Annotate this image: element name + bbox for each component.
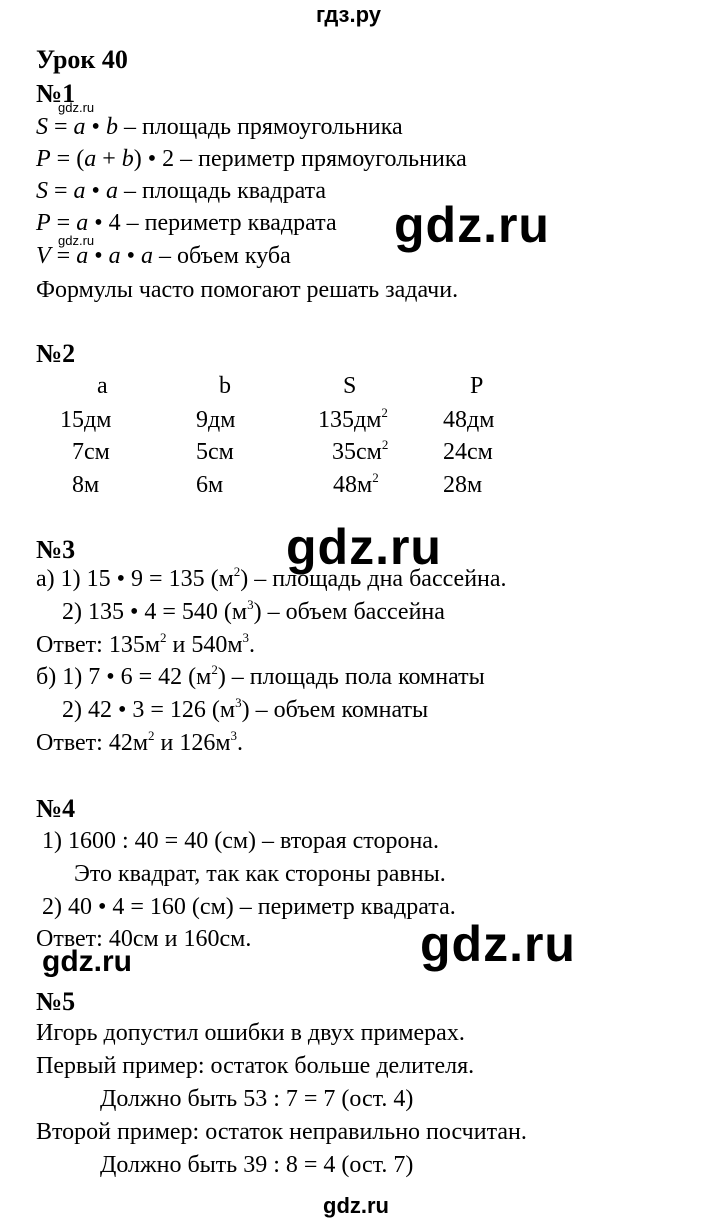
watermark-gdz-1: gdz.ru: [394, 197, 550, 253]
formula-square-area: S = a • a – площадь квадрата: [36, 178, 327, 204]
exercise-3-a-line-2: 2) 135 • 4 = 540 $(м^3)$ – объем бассейна: [62, 597, 445, 625]
table-cell: 15дм: [60, 407, 112, 433]
table-cell: 8м: [72, 472, 100, 498]
exercise-3-answer-2: Ответ: $42м^2$ и $126м^3$.: [36, 728, 244, 756]
exercise-5-line-2: Первый пример: остаток больше делителя.: [36, 1053, 475, 1079]
table-cell: 6м: [196, 472, 224, 498]
table-header-b: b: [219, 373, 231, 399]
table-cell: 9дм: [196, 407, 236, 433]
table-cell: $48м^2$: [333, 470, 379, 498]
exercise-3-answer-1: Ответ: $135м^2$ и $540м^3$.: [36, 630, 256, 658]
exercise-4-line-3: 2) 40 • 4 = 160 (см) – периметр квадрата.: [42, 894, 456, 920]
exercise-5-line-3: Должно быть 53 : 7 = 7 (ост. 4): [100, 1086, 414, 1112]
exercise-4-line-1: 1) 1600 : 40 = 40 (см) – вторая сторона.: [42, 828, 439, 854]
formula-rect-area: S = a • b – площадь прямоугольника: [36, 114, 403, 140]
table-header-p: P: [470, 373, 484, 399]
watermark-small-1: gdz.ru: [58, 100, 95, 115]
table-header-a: a: [97, 373, 108, 399]
table-header-s: S: [343, 373, 357, 399]
exercise-1-conclusion: Формулы часто помогают решать задачи.: [36, 277, 459, 303]
watermark-gdz-2: gdz.ru: [286, 519, 442, 575]
table-cell: 48дм: [443, 407, 495, 433]
lesson-title: Урок 40: [36, 45, 128, 74]
site-header: гдз.ру: [316, 2, 381, 27]
watermark-gdz-4: gdz.ru: [42, 945, 132, 978]
exercise-4-heading: №4: [36, 794, 76, 823]
exercise-1-heading: №1: [36, 79, 76, 108]
table-cell: 5см: [196, 439, 234, 465]
watermark-gdz-3: gdz.ru: [420, 916, 576, 972]
footer-site: gdz.ru: [323, 1193, 389, 1218]
exercise-3-heading: №3: [36, 535, 76, 564]
exercise-3-b-line-2: 2) 42 • 3 = 126 $(м^3)$ – объем комнаты: [62, 695, 429, 723]
table-cell: $135дм^2$: [318, 405, 388, 433]
exercise-3-a-line-1: а) 1) 15 • 9 = 135 $(м^2)$ – площадь дна бассейна.: [36, 564, 507, 592]
formula-square-perimeter: P = a • 4 – периметр квадрата: [36, 210, 337, 236]
exercise-5-heading: №5: [36, 987, 76, 1016]
watermark-small-2: gdz.ru: [58, 233, 95, 248]
formula-rect-perimeter: P = (a + b) • 2 – периметр прямоугольника: [36, 146, 467, 172]
table-cell: $35см^2$: [332, 437, 389, 465]
exercise-2-heading: №2: [36, 339, 76, 368]
exercise-4-answer: Ответ: 40см и 160см.: [36, 926, 252, 952]
formula-cube-volume: V = a • a • a – объем куба: [36, 243, 291, 269]
exercise-5-line-1: Игорь допустил ошибки в двух примерах.: [36, 1020, 465, 1046]
exercise-3-b-line-1: б) 1) 7 • 6 = 42 $(м^2)$ – площадь пола комнаты: [36, 662, 485, 690]
table-cell: 28м: [443, 472, 483, 498]
exercise-5-line-5: Должно быть 39 : 8 = 4 (ост. 7): [100, 1152, 414, 1178]
exercise-5-line-4: Второй пример: остаток неправильно посчитан.: [36, 1119, 527, 1145]
table-cell: 24см: [443, 439, 493, 465]
table-cell: 7см: [72, 439, 110, 465]
exercise-4-line-2: Это квадрат, так как стороны равны.: [74, 861, 446, 887]
